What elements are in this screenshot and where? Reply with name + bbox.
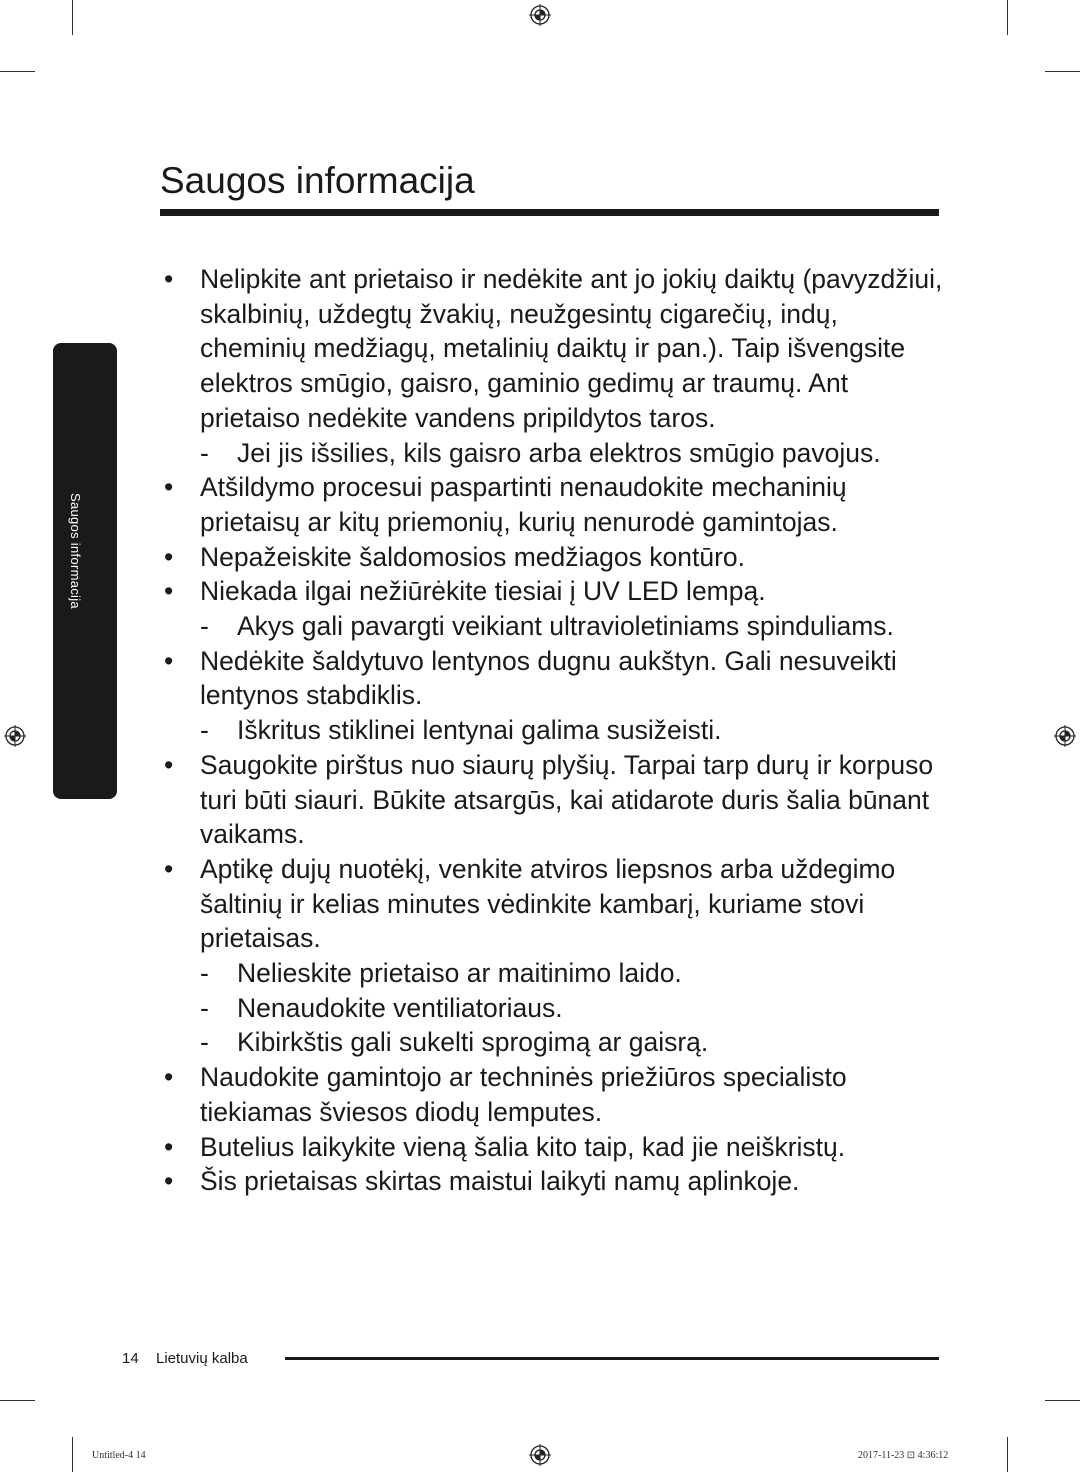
bullet-item: [160, 1060, 950, 1129]
item-text: Šis prietaisas skirtas maistui laikyti namų aplinkoje.: [200, 1166, 800, 1197]
bullet-item: [160, 852, 950, 956]
side-section-label: Saugos informacija: [68, 493, 83, 609]
item-text: Butelius laikykite vieną šalia kito taip, kad jie neiškristų.: [200, 1131, 846, 1162]
bullet-item: [160, 262, 950, 436]
crop-mark: [0, 71, 35, 72]
crop-mark: [1045, 71, 1080, 72]
bullet-mark: •: [164, 1062, 174, 1093]
registration-mark-icon: [529, 4, 551, 26]
bullet-item: [160, 1164, 950, 1199]
crop-mark: [1007, 0, 1008, 35]
bullet-mark: •: [164, 472, 174, 503]
item-text: Jei jis išsilies, kils gaisro arba elektros smūgio pavojus.: [237, 437, 881, 468]
item-text: Akys gali pavargti veikiant ultravioletiniams spinduliams.: [237, 611, 894, 642]
title-rule: [160, 209, 939, 216]
bullet-mark: •: [164, 853, 174, 884]
item-text: Nelieskite prietaiso ar maitinimo laido.: [237, 958, 682, 989]
bullet-item: [160, 644, 950, 713]
safety-list: [160, 262, 950, 1199]
registration-mark-icon: [529, 1444, 551, 1466]
dash-mark: -: [200, 958, 209, 989]
crop-mark: [1007, 1437, 1008, 1472]
dash-mark: -: [200, 992, 209, 1023]
bullet-item: [160, 470, 950, 539]
registration-mark-icon: [1054, 725, 1076, 747]
bullet-item: [160, 574, 950, 609]
bullet-mark: •: [164, 749, 174, 780]
footer-rule: [285, 1357, 939, 1360]
dash-mark: -: [200, 715, 209, 746]
page-number: 14: [122, 1350, 139, 1367]
bullet-mark: •: [164, 264, 174, 294]
item-text: Aptikę dujų nuotėkį, venkite atviros liepsnos arba uždegimo šaltinių ir kelias minutes vėdinkite kambarį, kuriame stovi prietaisas.: [200, 853, 896, 954]
footer-language: Lietuvių kalba: [156, 1350, 248, 1367]
item-text: Iškritus stiklinei lentynai galima susižeisti.: [237, 715, 722, 746]
sub-item: [160, 436, 950, 471]
side-section-tab: [53, 343, 117, 799]
item-text: Niekada ilgai nežiūrėkite tiesiai į UV LED lempą.: [200, 576, 766, 607]
item-text: Naudokite gamintojo ar techninės priežiūros specialisto tiekiamas šviesos diodų lemputes.: [200, 1062, 847, 1127]
bullet-mark: •: [164, 576, 174, 607]
crop-mark: [72, 0, 73, 35]
bullet-mark: •: [164, 541, 174, 572]
bullet-item: [160, 540, 950, 575]
item-text: Nepažeiskite šaldomosios medžiagos kontūro.: [200, 541, 745, 572]
bullet-mark: •: [164, 1166, 174, 1197]
crop-mark: [1045, 1400, 1080, 1401]
bullet-mark: •: [164, 645, 174, 676]
item-text: Nelipkite ant prietaiso ir nedėkite ant jo jokių daiktų (pavyzdžiui, skalbinių, uždegtų žvakių, neužgesintų cigarečių, indų, cheminių medžiagų, metalinių daiktų ir pan.). Taip išvengsite elektros smūgio, gaisro, gaminio gedimų ar traumų. Ant prietaiso nedėkite vandens pripildytos taros.: [200, 264, 943, 433]
bullet-mark: •: [164, 1131, 174, 1162]
bullet-item: [160, 1130, 950, 1165]
dash-mark: -: [200, 437, 209, 468]
item-text: Nenaudokite ventiliatoriaus.: [237, 992, 563, 1023]
dash-mark: -: [200, 611, 209, 642]
crop-mark: [72, 1437, 73, 1472]
item-text: Atšildymo procesui paspartinti nenaudokite mechaninių prietaisų ar kitų priemonių, kurių nenurodė gamintojas.: [200, 472, 847, 537]
item-text: Saugokite pirštus nuo siaurų plyšių. Tarpai tarp durų ir korpuso turi būti siauri. Būkite atsargūs, kai atidarote duris šalia būnant vaikams.: [200, 749, 934, 850]
sub-item: [160, 1025, 950, 1060]
item-text: Kibirkštis gali sukelti sprogimą ar gaisrą.: [237, 1027, 709, 1058]
sub-item: [160, 609, 950, 644]
dash-mark: -: [200, 1027, 209, 1058]
registration-mark-icon: [4, 725, 26, 747]
sub-item: [160, 713, 950, 748]
bullet-item: [160, 748, 950, 852]
sub-item: [160, 991, 950, 1026]
print-slug-right: 2017-11-23 ⊡ 4:36:12: [858, 1450, 949, 1461]
item-text: Nedėkite šaldytuvo lentynos dugnu aukštyn. Gali nesuveikti lentynos stabdiklis.: [200, 645, 897, 711]
print-slug-left: Untitled-4 14: [92, 1450, 146, 1461]
page-title: Saugos informacija: [160, 160, 475, 201]
sub-item: [160, 956, 950, 991]
crop-mark: [0, 1400, 35, 1401]
